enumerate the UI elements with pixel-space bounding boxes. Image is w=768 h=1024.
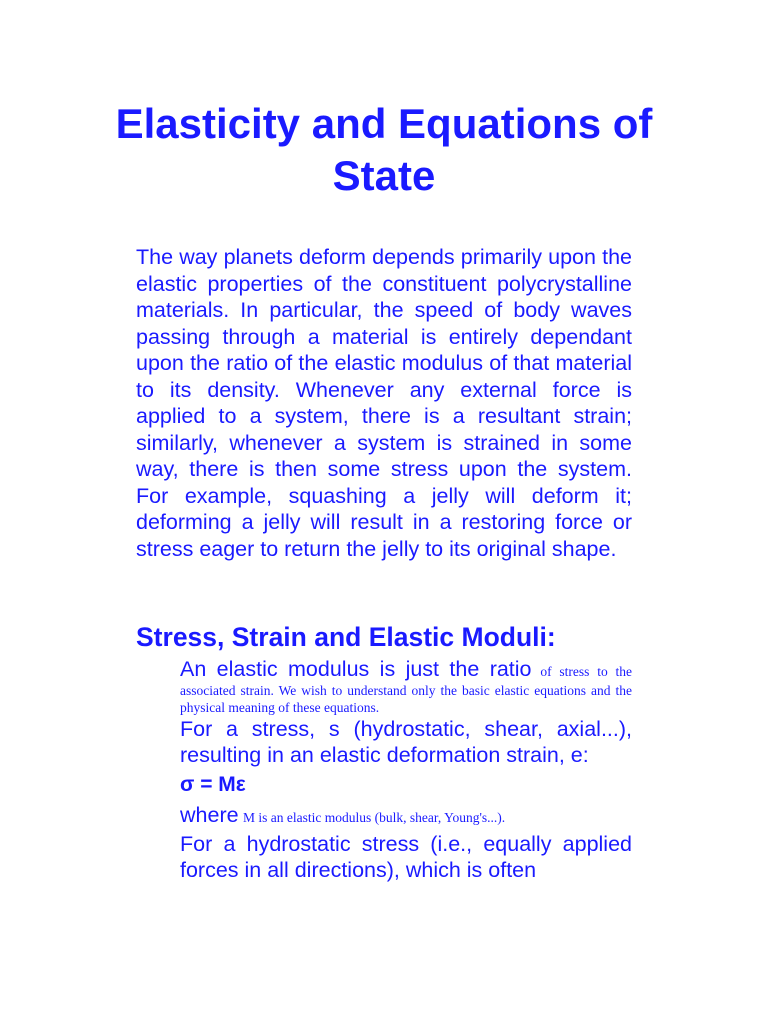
- where-line: [180, 802, 632, 831]
- section-heading: Stress, Strain and Elastic Moduli:: [136, 622, 556, 652]
- document-title: Elasticity and Equations of State: [115, 100, 653, 199]
- hydrostatic-sentence: For a hydrostatic stress (i.e., equally applied forces in all directions), which is often: [180, 832, 632, 882]
- modulus-definition-rest: of stress to the associated strain. We wish to understand only the basic elastic equations and the physical meaning of these equations.: [180, 664, 632, 715]
- stress-sentence: For a stress, s (hydrostatic, shear, axial...), resulting in an elastic deformation strain, e:: [180, 717, 632, 767]
- modulus-definition: [180, 656, 632, 716]
- section-body: [180, 656, 632, 883]
- stress-strain-equation: σ = Mε: [180, 773, 246, 796]
- where-lead: where: [180, 803, 239, 827]
- where-rest: M is an elastic modulus (bulk, shear, Young's...).: [243, 810, 506, 825]
- intro-paragraph: The way planets deform depends primarily upon the elastic properties of the constituent polycrystalline materials. In particular, the speed of body waves passing through a material is entirely dependant upon the ratio of the elastic modulus of that material to its density. Whenever any external force is applied to a system, there is a resultant strain; similarly, whenever a system is strained in some way, there is then some stress upon the system. For example, squashing a jelly will deform it; deforming a jelly will result in a restoring force or stress eager to return the jelly to its original shape.: [136, 245, 632, 561]
- modulus-definition-lead: An elastic modulus is just the ratio: [180, 657, 532, 681]
